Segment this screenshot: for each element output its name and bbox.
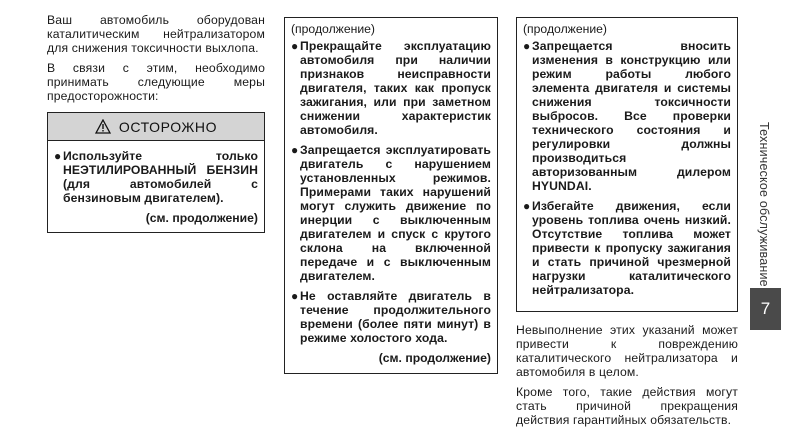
bullet-text: Прекращайте эксплуатацию автомобиля при наличии признаков неисправности двигателя, таких как пропуск зажигания, или при заметном снижении характеристик автомобиля. bbox=[300, 39, 491, 137]
list-item bbox=[523, 39, 731, 193]
warning-title: ОСТОРОЖНО bbox=[118, 118, 218, 135]
warranty-paragraph: Кроме того, такие действия могут стать причиной прекращения действия гарантийных обязательств. bbox=[516, 385, 738, 427]
continued-warning-box bbox=[516, 17, 738, 312]
warning-header bbox=[48, 113, 264, 141]
warning-bullet-text: Используйте только НЕЭТИЛИРОВАННЫЙ БЕНЗИН (для автомобилей с бензиновым двигателем). bbox=[63, 149, 258, 205]
bullet-text: Не оставляйте двигатель в течение продолжительного времени (более пяти минут) в режиме холостого хода. bbox=[300, 289, 491, 345]
list-item bbox=[291, 143, 491, 283]
bullet-dot-icon: ● bbox=[523, 199, 531, 213]
bullet-dot-icon: ● bbox=[291, 39, 299, 53]
list-item bbox=[523, 199, 731, 297]
chapter-number: 7 bbox=[760, 299, 771, 318]
continued-header: (продолжение) bbox=[291, 22, 375, 36]
bullet-dot-icon: ● bbox=[291, 143, 299, 157]
right-column bbox=[516, 0, 738, 433]
chapter-tab bbox=[750, 288, 781, 330]
warning-box bbox=[47, 112, 265, 233]
continued-note: (см. продолжение) bbox=[145, 211, 258, 225]
continued-warning-box bbox=[284, 17, 498, 374]
warning-body bbox=[48, 141, 264, 232]
continued-note: (см. продолжение) bbox=[378, 351, 491, 365]
left-column bbox=[47, 0, 265, 233]
warning-triangle-icon bbox=[95, 119, 111, 134]
warning-bullet bbox=[54, 149, 258, 205]
measures-paragraph: В связи с этим, необходимо принимать следующие меры предосторожности: bbox=[47, 61, 265, 103]
middle-column bbox=[284, 0, 498, 374]
continued-header: (продолжение) bbox=[523, 22, 607, 36]
bullet-text: Избегайте движения, если уровень топлива очень низкий. Отсутствие топлива может привести к пропуску зажигания и стать причиной чрезмерной нагрузки каталитического нейтрализатора. bbox=[532, 199, 731, 297]
list-item bbox=[291, 39, 491, 137]
consequence-paragraph: Невыполнение этих указаний может привести к повреждению каталитического нейтрализатора и автомобиля в целом. bbox=[516, 323, 738, 379]
list-item bbox=[291, 289, 491, 345]
bullet-text: Запрещается эксплуатировать двигатель с нарушением установленных режимов. Примерами таких нарушений могут служить движение по инерции с выключенным двигателем и спуск с крутого склона на включенной передаче и с выключенным двигателем. bbox=[300, 143, 491, 283]
bullet-dot-icon: ● bbox=[523, 39, 531, 53]
bullet-text: Запрещается вносить изменения в конструкцию или режим работы любого элемента двигателя и системы снижения токсичности выбросов. Все проверки технического состояния и регулировки должны производиться авторизованным дилером HYUNDAI. bbox=[532, 39, 731, 193]
bullet-dot-icon: ● bbox=[291, 289, 299, 303]
bullet-dot-icon: ● bbox=[54, 149, 62, 163]
intro-paragraph: Ваш автомобиль оборудован каталитическим нейтрализатором для снижения токсичности выхлопа. bbox=[47, 13, 265, 55]
section-label: Техническое обслуживание bbox=[757, 122, 771, 287]
